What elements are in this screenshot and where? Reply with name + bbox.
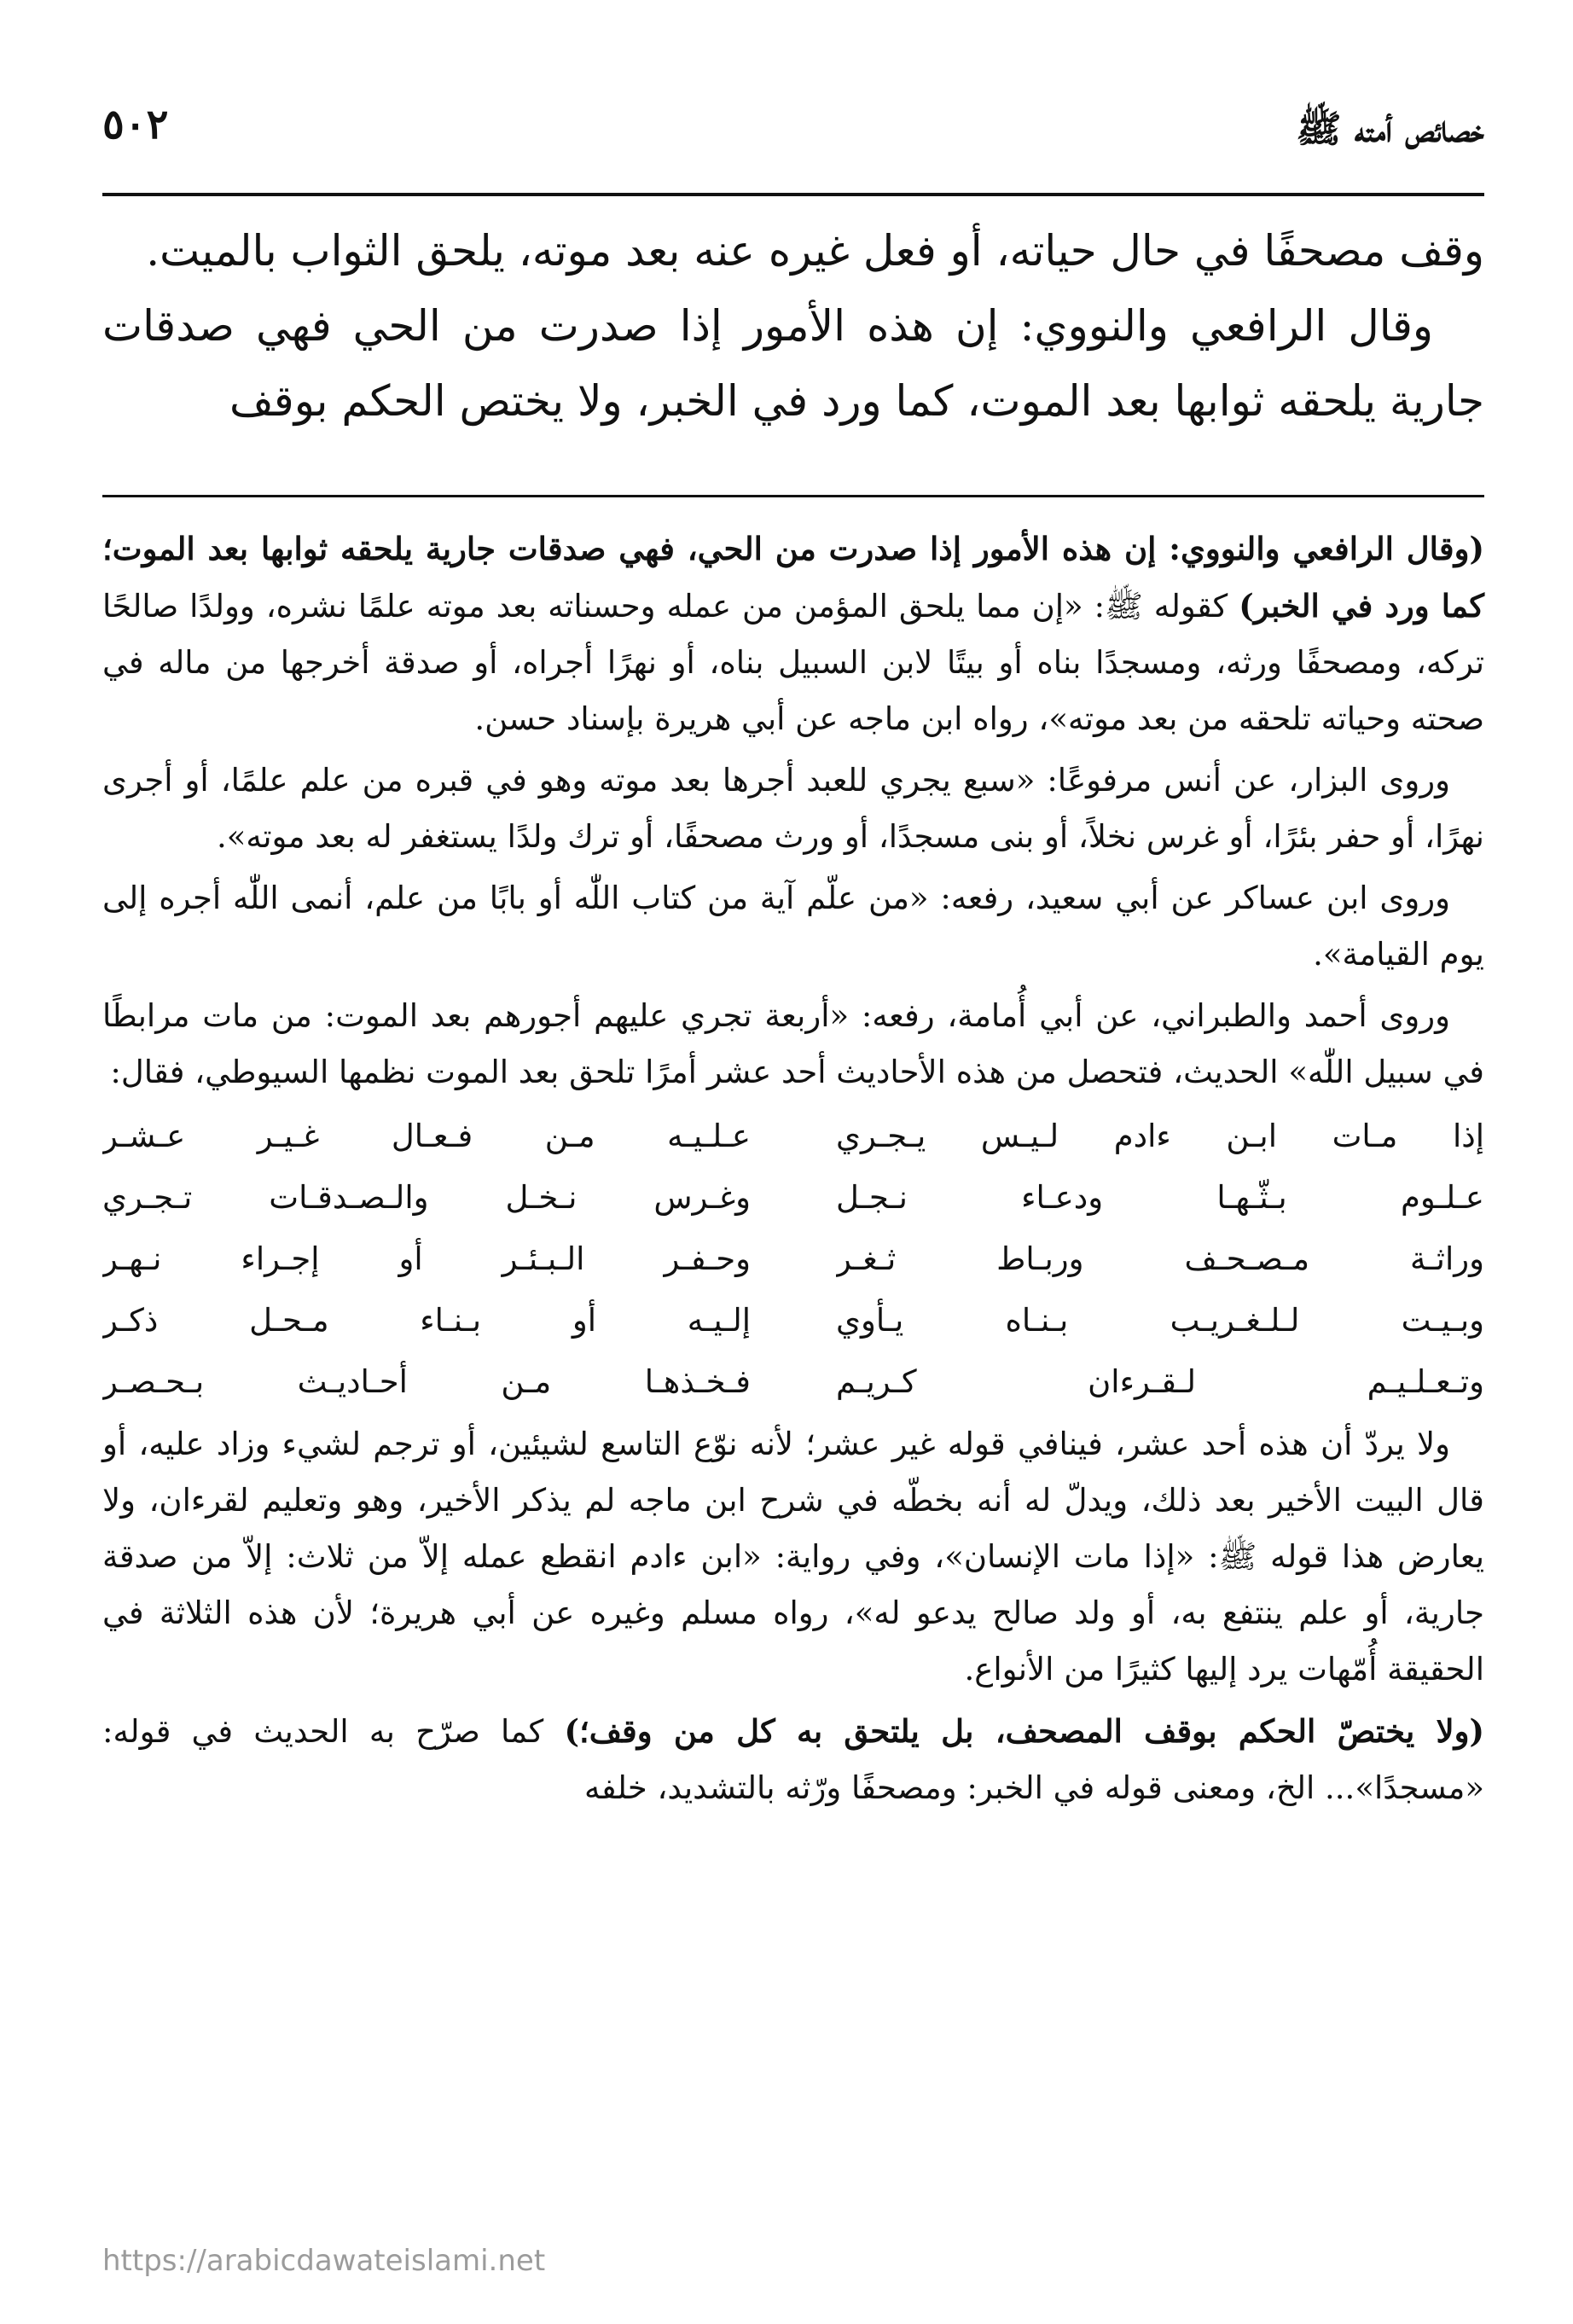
quoted-matn: (وقال الرافعي والنووي: إن هذه الأمور إذا صدرت من الحي، فهي صدقات جارية يلحقه ثوابها بعد الموت؛ كما ورد في الخبر) — [102, 530, 1485, 625]
commentary-paragraph-1 — [102, 520, 1484, 747]
verse-second-hemistich: فـخـذهـا مـن أحـاديـث بـحـصـر — [102, 1363, 751, 1400]
verse-first-hemistich: إذا مـات ابـن ءادم لـيـس يـجـري — [836, 1118, 1484, 1154]
poem-verse — [102, 1229, 1484, 1290]
main-paragraph-2: وقال الرافعي والنووي: إن هذه الأمور إذا صدرت من الحي فهي صدقات جارية يلحقه ثوابها بعد الموت، كما ورد في الخبر، ولا يختص الحكم بوقف — [102, 301, 1484, 426]
page — [102, 94, 1484, 2278]
verse-first-hemistich: وتـعـلـيـم لـقـرءان كـريـم — [836, 1363, 1484, 1400]
verse-second-hemistich: إلـيـه أو بـنـاء مـحـل ذكـر — [102, 1302, 751, 1339]
commentary — [102, 520, 1484, 1821]
poem-verse — [102, 1106, 1484, 1167]
quoted-matn: (ولا يختصّ الحكم بوقف المصحف، بل يلتحق به كل من وقف؛) — [564, 1712, 1484, 1750]
verse-second-hemistich: وحـفـر الـبـئـر أو إجـراء نـهـر — [102, 1240, 751, 1277]
poem — [102, 1106, 1484, 1413]
header-title: خصائص أمته ﷺ — [1296, 107, 1484, 151]
running-header — [102, 94, 1484, 172]
main-text — [102, 213, 1484, 439]
commentary-paragraph-5: ولا يردّ أن هذه أحد عشر، فينافي قوله غير عشر؛ لأنه نوّع التاسع لشيئين، أو ترجم لشيء وزاد عليه، أو قال البيت الأخير بعد ذلك، ويدلّ له أنه بخطّه في شرح ابن ماجه لم يذكر الأخير، وهو وتعليم لقرءان، ولا يعارض هذا قوله ﷺ: «إذا مات الإنسان»، وفي رواية: «ابن ءادم انقطع عمله إلاّ من ثلاث: إلاّ من صدقة جارية، أو علم ينتفع به، أو ولد صالح يدعو له»، رواه مسلم وغيره عن أبي هريرة؛ لأن هذه الثلاثة في الحقيقة أُمّهات يرد إليها كثيرًا من الأنواع. — [102, 1426, 1484, 1688]
commentary-text: كما صرّح به الحديث في قوله: «مسجدًا»... الخ، ومعنى قوله في الخبر: ومصحفًا ورّثه بالتشديد، خلفه — [102, 1713, 1484, 1806]
poem-verse — [102, 1167, 1484, 1229]
verse-second-hemistich: وغـرس نـخـل والـصـدقـات تـجـري — [102, 1179, 751, 1216]
main-paragraph-1: وقف مصحفًا في حال حياته، أو فعل غيره عنه بعد موته، يلحق الثواب بالميت. — [146, 226, 1484, 276]
commentary-separator — [102, 495, 1484, 497]
verse-second-hemistich: عـلـيـه مـن فـعـال غـيـر عـشـر — [102, 1118, 751, 1154]
header-rule — [102, 193, 1484, 196]
watermark-url: https://arabicdawateislami.net — [102, 2244, 546, 2278]
verse-first-hemistich: وراثـة مـصـحـف وربـاط ثـغـر — [836, 1240, 1484, 1277]
commentary-paragraph-4: وروى أحمد والطبراني، عن أبي أُمامة، رفعه: «أربعة تجري عليهم أجورهم بعد الموت: من مات مرابطًا في سبيل اللّٰه» الحديث، فتحصل من هذه الأحاديث أحد عشر أمرًا تلحق بعد الموت نظمها السيوطي، فقال: — [102, 997, 1484, 1090]
page-number: ٥٠٢ — [102, 101, 169, 148]
commentary-paragraph-3: وروى ابن عساكر عن أبي سعيد، رفعه: «من علّم آية من كتاب اللّٰه أو بابًا من علم، أنمى اللّٰه أجره إلى يوم القيامة». — [102, 880, 1484, 973]
poem-verse — [102, 1351, 1484, 1413]
commentary-paragraph-6 — [102, 1703, 1484, 1816]
poem-verse — [102, 1290, 1484, 1351]
commentary-paragraph-2: وروى البزار، عن أنس مرفوعًا: «سبع يجري للعبد أجرها بعد موته وهو في قبره من علم علمًا، أو أجرى نهرًا، أو حفر بئرًا، أو غرس نخلاً، أو بنى مسجدًا، أو ورث مصحفًا، أو ترك ولدًا يستغفر له بعد موته». — [102, 762, 1484, 855]
verse-first-hemistich: وبـيـت لـلـغـريـب بـنـاه يـأوي — [836, 1302, 1484, 1339]
verse-first-hemistich: عـلـوم بـثّـهـا ودعـاء نـجـل — [836, 1179, 1484, 1216]
commentary-text: كقوله ﷺ: «إن مما يلحق المؤمن من عمله وحسناته بعد موته علمًا نشره، وولدًا صالحًا تركه، ومصحفًا ورثه، ومسجدًا بناه أو بيتًا لابن السبيل بناه، أو نهرًا أجراه، أو صدقة أخرجها من ماله في صحته وحياته تلحقه من بعد موته»، رواه ابن ماجه عن أبي هريرة بإسناد حسن. — [102, 588, 1484, 737]
